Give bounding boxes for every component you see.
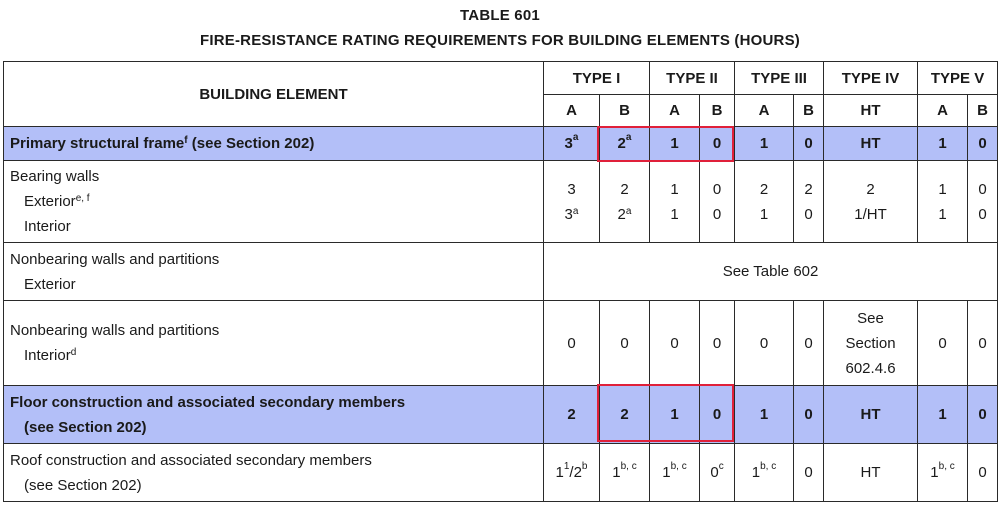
value: 0 [978,180,987,198]
header-sub: A [544,95,600,127]
cell: 0 [700,386,735,444]
cell: HT [824,127,918,161]
row-label [4,161,544,243]
cell: 0 [794,127,824,161]
cell [600,127,650,161]
value: 2 [620,180,629,198]
row-label [4,301,544,386]
cell: 0 [794,386,824,444]
label-text: Bearing walls [10,168,100,185]
header-sub: B [700,95,735,127]
value: 0 [804,205,813,223]
cell: 2 [600,386,650,444]
value: 1/HT [854,205,887,223]
label-sub: (see Section 202) [24,476,142,494]
footnote: a [625,132,632,143]
value: 0 [712,205,722,223]
header-building-element: BUILDING ELEMENT [4,62,544,127]
label-tail: (see Section 202) [187,135,315,152]
cell [600,161,650,243]
value: 0 [710,464,719,481]
footnote: b, c [938,461,955,472]
value: 1 [751,464,761,481]
value: 0 [712,180,722,198]
cell: 0 [735,301,794,386]
cell: 0 [544,301,600,386]
cell: 0 [794,444,824,502]
value: 2 [617,205,626,223]
header-type-i: TYPE I [544,62,650,95]
header-type-ii: TYPE II [650,62,735,95]
header-sub: A [735,95,794,127]
value: 1 [612,464,621,481]
cell [544,444,600,502]
cell [918,444,968,502]
cell [700,444,735,502]
header-type-v: TYPE V [918,62,998,95]
value: Section [845,334,896,352]
value: See [857,309,884,327]
footnote: b, c [670,461,687,472]
label-text: Nonbearing walls and partitions [10,250,220,268]
value: 602.4.6 [845,359,896,377]
value: 3 [567,180,576,198]
cell: 0 [700,127,735,161]
fraction-numerator: 1 [563,461,570,472]
label-sub: (see Section 202) [24,418,147,436]
row-nonbearing-exterior [4,243,998,301]
label-sub: Interior [24,347,71,364]
row-label [4,243,544,301]
cell: HT [824,444,918,502]
cell [735,161,794,243]
cell [544,127,600,161]
cell: HT [824,386,918,444]
header-sub: B [968,95,998,127]
cell: 0 [968,301,998,386]
cell: 0 [968,127,998,161]
cell [650,444,700,502]
table-title: TABLE 601 [460,7,540,24]
row-label [4,444,544,502]
row-floor-construction [4,386,998,444]
footnote: a [572,132,579,143]
value: 2 [804,180,813,198]
footnote: d [70,347,77,358]
cell: 1 [650,386,700,444]
value: 1 [938,205,947,223]
value: 1 [555,464,564,481]
row-primary-frame [4,127,998,161]
row-label [4,386,544,444]
value: 1 [662,464,671,481]
value: 2 [617,135,626,152]
value: 3 [564,205,573,223]
header-type-iii: TYPE III [735,62,824,95]
see-table-602: See Table 602 [544,243,998,301]
label-text: Floor construction and associated secondary members [10,393,406,411]
fraction-denominator: 2 [573,464,582,481]
label-text: Primary structural frame [10,135,185,152]
cell: 1 [918,386,968,444]
cell: 0 [700,301,735,386]
header-sub: B [794,95,824,127]
row-bearing-walls [4,161,998,243]
header-sub: A [918,95,968,127]
cell [794,161,824,243]
cell [824,161,918,243]
cell: 1 [735,127,794,161]
cell [918,161,968,243]
cell: 1 [918,127,968,161]
fire-rating-table [3,61,998,502]
row-roof-construction [4,444,998,502]
cell: 0 [600,301,650,386]
cell: 0 [968,444,998,502]
value: 1 [759,205,769,223]
value: 0 [978,205,987,223]
label-sub: Interior [24,218,71,235]
cell [968,161,998,243]
label-sub: Exterior [24,193,76,210]
cell: 0 [968,386,998,444]
footnote: b, c [620,461,637,472]
header-sub: B [600,95,650,127]
footnote: a [572,205,579,217]
footnote: f [184,135,188,146]
footnote: e, f [75,193,90,204]
footnote: b, c [760,461,777,472]
cell [824,301,918,386]
cell [735,444,794,502]
cell: 2 [544,386,600,444]
label-text: Roof construction and associated secondary members [10,451,372,469]
label-text: Nonbearing walls and partitions [10,322,220,339]
cell [650,161,700,243]
value: 2 [759,180,769,198]
cell [600,444,650,502]
footnote: c [718,461,724,472]
cell: 0 [794,301,824,386]
value: 1 [670,205,679,223]
header-type-iv: TYPE IV [824,62,918,95]
fraction-slash: / [569,464,574,481]
row-label [4,127,544,161]
header-sub: HT [824,95,918,127]
footnote: a [625,205,632,217]
value: 3 [564,135,573,152]
cell: 1 [650,127,700,161]
value: 2 [866,180,875,198]
value: 1 [938,180,947,198]
value: 1 [670,180,679,198]
footnote: b [581,461,588,472]
cell: 0 [650,301,700,386]
cell [544,161,600,243]
table-subtitle: FIRE-RESISTANCE RATING REQUIREMENTS FOR BUILDING ELEMENTS (HOURS) [200,32,800,49]
label-sub: Exterior [24,275,76,293]
row-nonbearing-interior [4,301,998,386]
header-sub: A [650,95,700,127]
value: 1 [930,464,939,481]
cell: 0 [918,301,968,386]
cell: 1 [735,386,794,444]
cell [700,161,735,243]
